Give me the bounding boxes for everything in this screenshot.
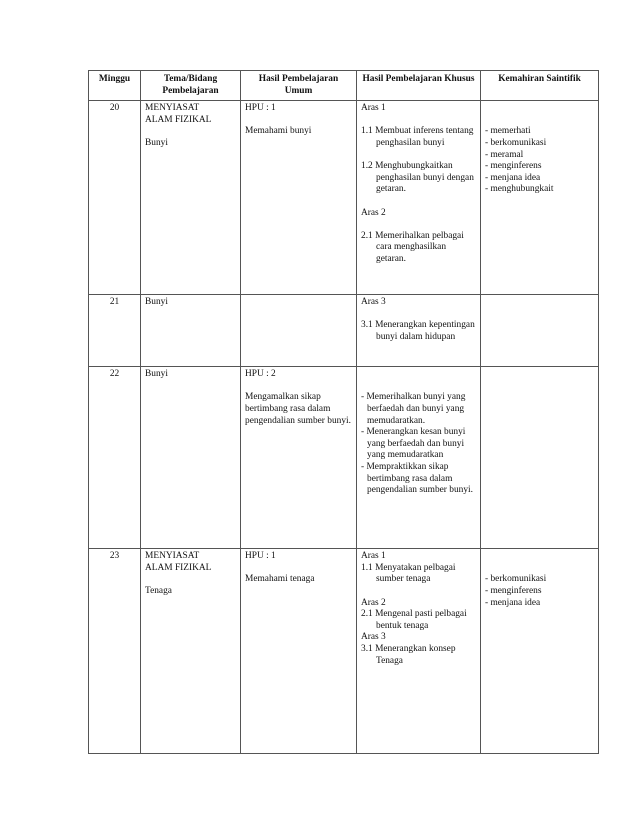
outcome-item: 3.1 Menerangkan kepentingan bunyi dalam hidupan: [361, 320, 475, 342]
skills-cell: [481, 295, 599, 367]
skill-item: - menginferens: [485, 585, 542, 596]
hpu-code: HPU : 1: [245, 551, 276, 562]
hpu-description: Memahami tenaga: [245, 574, 315, 585]
table-header-row: [89, 71, 599, 101]
outcome-item: - Mempraktikkan sikap bertimbang rasa dalam pengendalian sumber bunyi.: [361, 461, 473, 496]
specific-outcome-cell: [357, 367, 481, 549]
specific-outcome-cell: [357, 101, 481, 295]
outcome-item: - Memerihalkan bunyi yang berfaedah dan bunyi yang memudaratkan.: [361, 392, 466, 426]
theme-line: MENYIASAT: [145, 103, 200, 114]
hpu-code: HPU : 1: [245, 103, 276, 114]
skill-item: - menjana idea: [485, 597, 541, 608]
skills-cell: [481, 101, 599, 295]
header-specific-outcome: Hasil Pembelajaran Khusus: [357, 71, 481, 101]
header-general-outcome: Hasil Pembelajaran Umum: [241, 71, 357, 101]
general-outcome-cell: [241, 295, 357, 367]
theme-line: MENYIASAT: [145, 551, 200, 562]
general-outcome-cell: [241, 367, 357, 549]
theme-line: ALAM FIZIKAL: [145, 114, 212, 125]
level-label: Aras 3: [361, 297, 386, 308]
skills-cell: [481, 549, 599, 754]
outcome-item: 1.1 Membuat inferens tentang penghasilan bunyi: [361, 126, 474, 148]
theme-cell: [141, 549, 241, 754]
specific-outcome-cell: [357, 295, 481, 367]
level-label: Aras 1: [361, 551, 386, 562]
outcome-item: - Menerangkan kesan bunyi yang berfaedah dan bunyi yang memudaratkan: [361, 427, 466, 461]
table-row: [89, 367, 599, 549]
table-row: [89, 549, 599, 754]
table-row: [89, 101, 599, 295]
general-outcome-cell: [241, 549, 357, 754]
skill-item: - meramal: [485, 149, 524, 160]
header-scientific-skills: Kemahiran Saintifik: [481, 71, 599, 101]
skill-item: - memerhati: [485, 126, 531, 137]
header-theme: Tema/Bidang Pembelajaran: [141, 71, 241, 101]
theme-cell: [141, 101, 241, 295]
skill-item: - berkomunikasi: [485, 137, 547, 148]
lesson-plan-table: [88, 70, 599, 754]
hpu-description: Memahami bunyi: [245, 126, 312, 137]
skills-cell: [481, 367, 599, 549]
week-cell: 21: [89, 295, 141, 367]
header-week: Minggu: [89, 71, 141, 101]
skill-item: - berkomunikasi: [485, 574, 547, 585]
hpu-description: Mengamalkan sikap bertimbang rasa dalam pengendalian sumber bunyi.: [245, 392, 351, 426]
specific-outcome-cell: [357, 549, 481, 754]
theme-cell: Bunyi: [141, 367, 241, 549]
outcome-item: 2.1 Memerihalkan pelbagai cara menghasilkan getaran.: [361, 230, 464, 264]
theme-line: ALAM FIZIKAL: [145, 562, 212, 573]
level-label: Aras 2: [361, 207, 386, 218]
table-row: [89, 295, 599, 367]
theme-topic: Tenaga: [145, 585, 172, 596]
skill-item: - menghubungkait: [485, 184, 554, 195]
theme-topic: Bunyi: [145, 137, 168, 148]
theme-cell: Bunyi: [141, 295, 241, 367]
level-label: Aras 3: [361, 632, 386, 643]
hpu-code: HPU : 2: [245, 369, 276, 380]
week-cell: 23: [89, 549, 141, 754]
outcome-item: 2.1 Mengenal pasti pelbagai bentuk tenaga: [361, 609, 467, 631]
outcome-item: 3.1 Menerangkan konsep Tenaga: [361, 643, 456, 666]
skill-item: - menginferens: [485, 161, 542, 172]
level-label: Aras 1: [361, 103, 386, 114]
week-cell: 20: [89, 101, 141, 295]
outcome-item: 1.1 Menyatakan pelbagai sumber tenaga: [361, 562, 456, 585]
outcome-item: 1.2 Menghubungkaitkan penghasilan bunyi dengan getaran.: [361, 161, 474, 195]
week-cell: 22: [89, 367, 141, 549]
level-label: Aras 2: [361, 597, 386, 608]
general-outcome-cell: [241, 101, 357, 295]
skill-item: - menjana idea: [485, 172, 541, 183]
